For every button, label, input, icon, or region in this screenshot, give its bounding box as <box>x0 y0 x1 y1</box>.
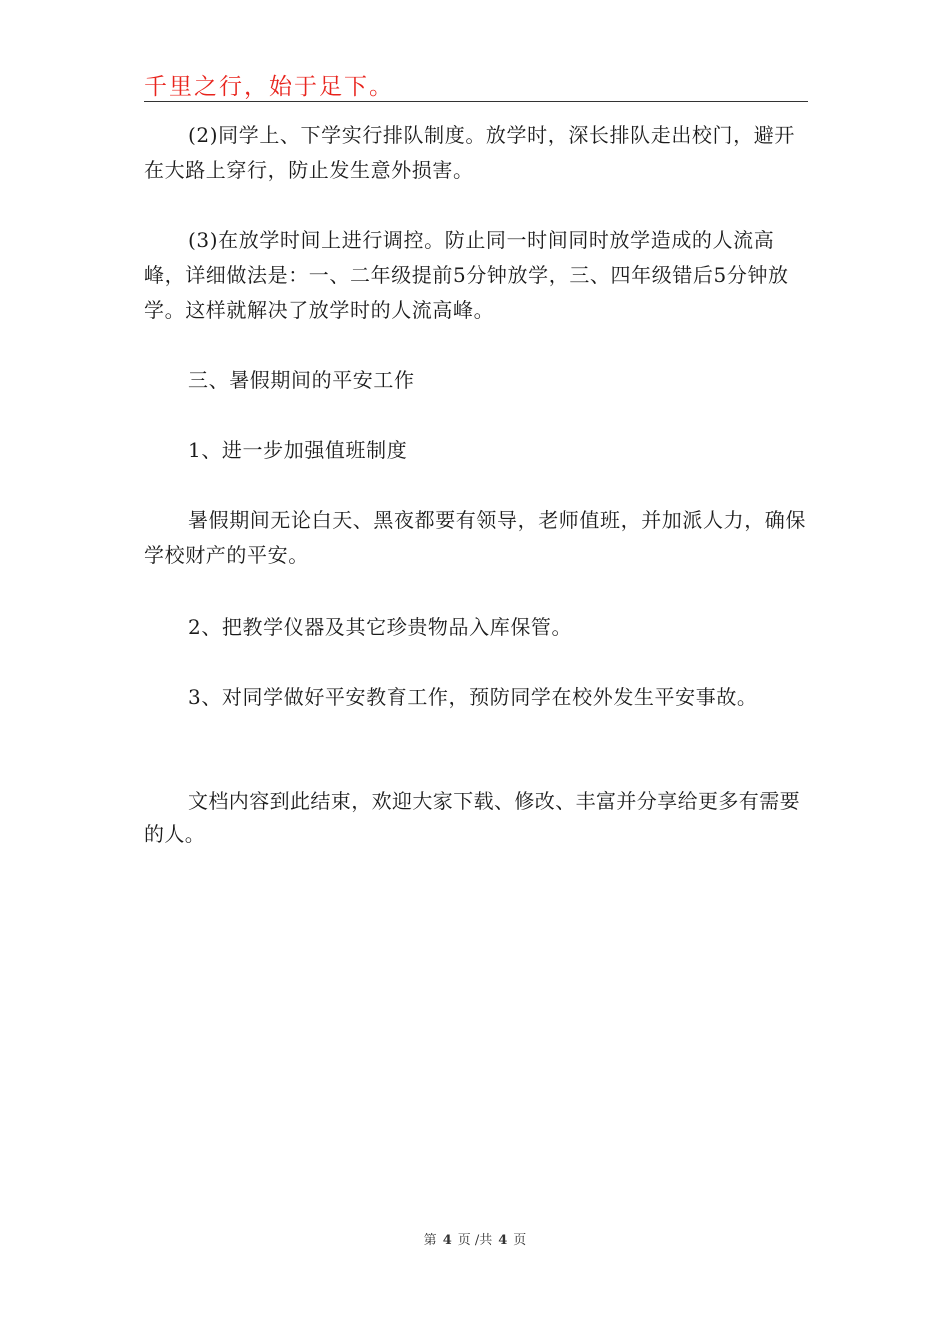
footer-page-number: 4 <box>442 1233 452 1248</box>
item-2: 2、把教学仪器及其它珍贵物品入库保管。 <box>188 615 573 639</box>
item-1-body: 暑假期间无论白天、黑夜都要有领导，老师值班，并加派人力，确保学校财产的平安。 <box>144 508 806 567</box>
header-divider <box>144 101 808 102</box>
footer-total-pages: 4 <box>498 1233 508 1248</box>
footer-prefix: 第 <box>423 1233 437 1248</box>
paragraph-3: (3)在放学时间上进行调控。防止同一时间同时放学造成的人流高峰，详细做法是：一、二年级提前5分钟放学，三、四年级错后5分钟放学。这样就解决了放学时的人流高峰。 <box>144 228 789 322</box>
item-1-heading: 1、进一步加强值班制度 <box>188 438 408 462</box>
header-motto: 千里之行，始于足下。 <box>144 74 394 100</box>
paragraph-2: (2)同学上、下学实行排队制度。放学时，深长排队走出校门，避开在大路上穿行，防止发生意外损害。 <box>144 123 795 182</box>
item-3: 3、对同学做好平安教育工作，预防同学在校外发生平安事故。 <box>188 685 758 709</box>
footer-suffix: 页 <box>513 1233 527 1248</box>
page-footer <box>0 1229 950 1248</box>
footer-middle: 页 /共 <box>457 1233 493 1248</box>
section-heading-summer: 三、暑假期间的平安工作 <box>188 368 415 392</box>
closing-note: 文档内容到此结束，欢迎大家下载、修改、丰富并分享给更多有需要的人。 <box>144 789 800 846</box>
